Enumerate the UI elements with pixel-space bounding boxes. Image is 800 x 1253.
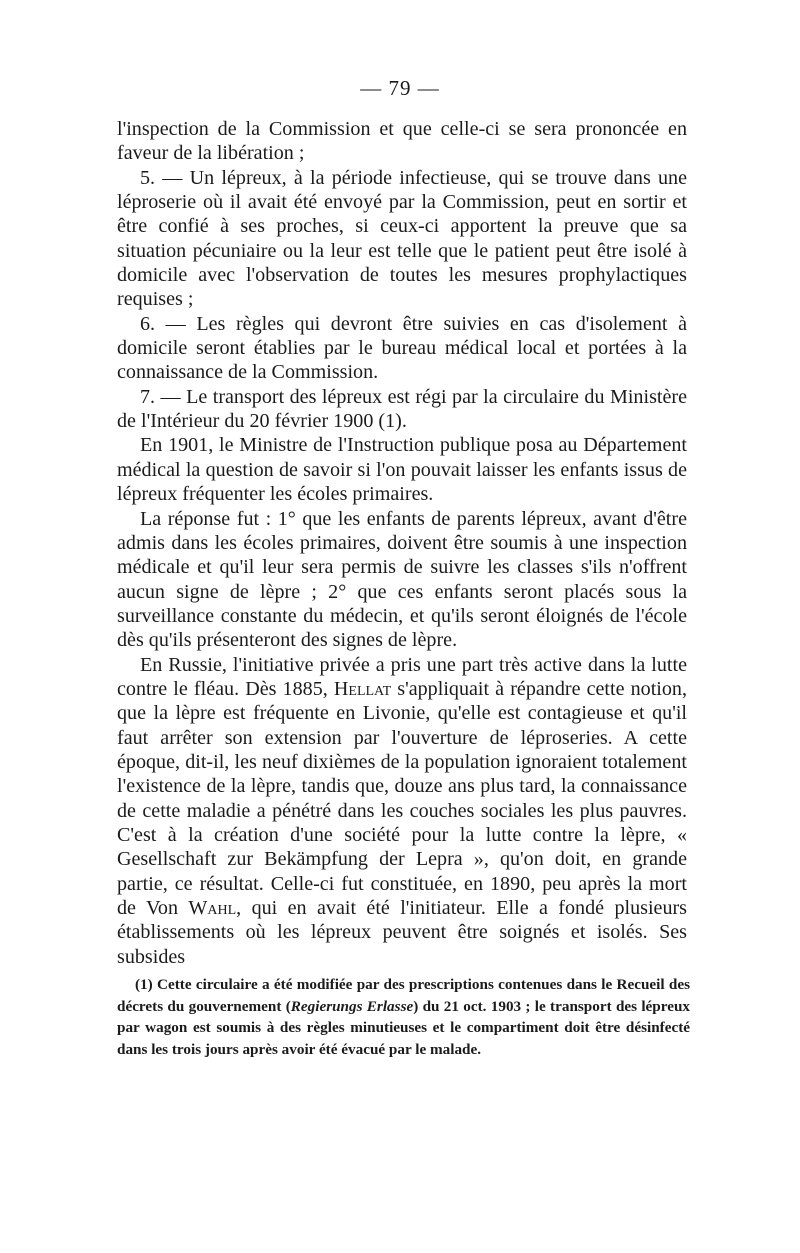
paragraph-4: 7. — Le transport des lépreux est régi par la circulaire du Ministère de l'Intérieur du 20 février 1900 (1). bbox=[117, 385, 687, 433]
paragraph-5: En 1901, le Ministre de l'Instruction publique posa au Département médical la question de savoir si l'on pouvait laisser les enfants issus de lépreux fréquenter les écoles primaires. bbox=[117, 434, 687, 506]
footnote bbox=[117, 974, 690, 1060]
paragraph-3: 6. — Les règles qui devront être suivies en cas d'isolement à domicile seront établies par le bureau médical local et portées à la connaissance de la Commission. bbox=[117, 312, 687, 384]
paragraph-7-part-a: En Russie, l'initiative privée a pris une part très active dans la lutte contre le fléau. Dès 1885, bbox=[117, 653, 687, 700]
paragraph-7-part-c: , qui en avait été l'initiateur. Elle a fondé plusieurs établissements où les lépreux peuvent être soignés et isolés. Ses subsides bbox=[117, 897, 687, 968]
page-number: — 79 — bbox=[360, 76, 440, 100]
author-name-wahl: Wahl bbox=[188, 897, 237, 919]
footnote-part-a: (1) Cette circulaire a été modifiée par des prescriptions contenues dans le Recueil des décrets du gouvernement ( bbox=[117, 976, 690, 1015]
footnote-paragraph bbox=[117, 974, 690, 1060]
author-name-hellat: Hellat bbox=[333, 677, 392, 700]
paragraph-6: La réponse fut : 1° que les enfants de parents lépreux, avant d'être admis dans les écoles primaires, doivent être soumis à une inspection médicale et qu'il leur sera permis de suivre les classes s'ils n'offrent aucun signe de lèpre ; 2° que ces enfants seront placés sous la surveillance constante du médecin, et qu'ils seront éloignés de l'école dès qu'ils présenteront des signes de lèpre. bbox=[117, 507, 687, 652]
body-text bbox=[117, 117, 687, 969]
footnote-part-b: ) du 21 oct. 1903 ; le transport des lépreux par wagon est soumis à des règles minutieuses et le compartiment doit être désinfecté dans les trois jours après avoir été évacué par le malade. bbox=[117, 997, 690, 1058]
paragraph-7-part-b: s'appliquait à répandre cette notion, que la lèpre est fréquente en Livonie, qu'elle est contagieuse et qu'il faut arrêter son extension par l'ouverture de léproseries. A cette époque, dit-il, les neuf dixièmes de la population ignoraient totalement l'existence de la lèpre, tandis que, douze ans plus tard, la connaissance de cette maladie a pénétré dans les couches sociales les plus pauvres. C'est à la création d'une société pour la lutte contre la lèpre, « Gesellschaft zur Bekämpfung der Lepra », qu'on doit, en grande partie, ce résultat. Celle-ci fut constituée, en 1890, peu après la mort de Von bbox=[117, 677, 687, 919]
paragraph-2: 5. — Un lépreux, à la période infectieuse, qui se trouve dans une léproserie où il avait été envoyé par la Commission, peut en sortir et être confié à ses proches, si ceux-ci apportent la preuve que sa situation pécuniaire ou la leur est telle que le patient peut être isolé à domicile avec l'observation de toutes les mesures prophylactiques requises ; bbox=[117, 166, 687, 311]
paragraph-1: l'inspection de la Commission et que celle-ci se sera prononcée en faveur de la libération ; bbox=[117, 118, 687, 165]
footnote-italic-title: Regierungs Erlasse bbox=[290, 997, 414, 1015]
paragraph-7 bbox=[117, 653, 687, 969]
